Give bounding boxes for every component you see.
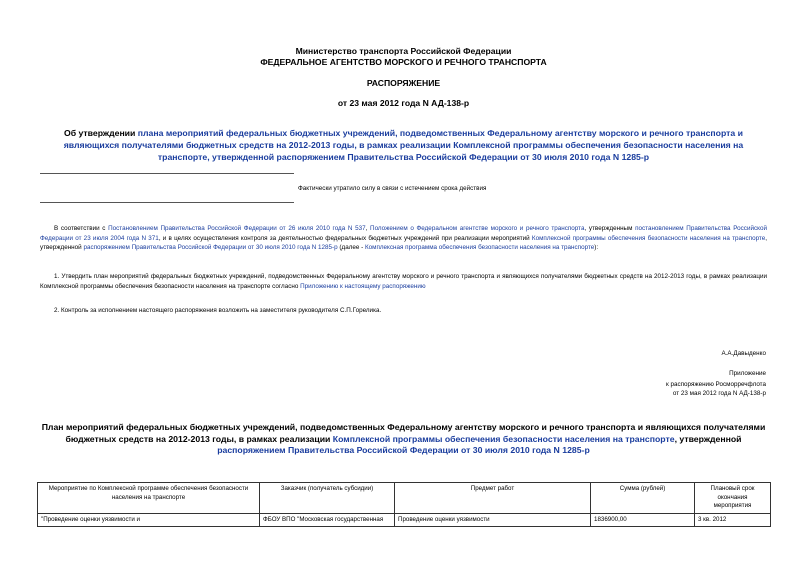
plan-title-program-link[interactable]: Комплексной программы обеспечения безопасности населения на транспорте (332, 433, 675, 444)
divider-bottom (40, 202, 294, 203)
status-note: Фактически утратило силу в связи с истечением срока действия (298, 185, 487, 192)
col-customer: Заказчик (получатель субсидии) (260, 483, 395, 514)
appendix-to: к распоряжению Росморречфлота (665, 380, 766, 388)
cell-deadline: 3 кв. 2012 (695, 513, 771, 527)
appendix-block (666, 369, 766, 399)
preamble-text: , утвержденной (40, 234, 767, 251)
link-decree-371[interactable]: постановлением Правительства Российской Федерации от 23 июля 2004 года N 371 (40, 225, 767, 242)
preamble-paragraph (40, 224, 767, 253)
cell-customer: ФБОУ ВПО "Московская государственная (260, 513, 395, 527)
doc-date: от 23 мая 2012 года N АД-138-р (337, 98, 470, 108)
plan-title-text: План мероприятий федеральных бюджетных учреждений, подведомственных Федеральному агентству морского и речного транспорта и являющихся получателями бюджетных средств на 2012-2013 годы, в рамках реализации (41, 422, 766, 444)
cell-amount: 1836900,00 (591, 513, 695, 527)
link-decree-537[interactable]: Постановлением Правительства Российской Федерации от 26 июля 2010 года N 537 (108, 225, 366, 232)
preamble-text: ): (594, 244, 599, 251)
link-complex-program[interactable]: Комплексной программы обеспечения безопасности населения на транспорте (531, 234, 766, 242)
appendix-date: от 23 мая 2012 года N АД-138-р (672, 390, 766, 398)
link-appendix[interactable]: Приложению к настоящему распоряжению (300, 282, 426, 290)
doc-type: РАСПОРЯЖЕНИЕ (366, 78, 441, 88)
plan-title-order-link[interactable]: распоряжением Правительства Российской Федерации от 30 июля 2010 года N 1285-р (217, 445, 590, 455)
item-1 (40, 272, 767, 291)
doc-title (40, 127, 767, 163)
item-2: 2. Контроль за исполнением настоящего распоряжения возложить на заместителя руководителя С.П.Горелика. (54, 307, 382, 314)
preamble-text: , и в целях осуществления контроля за деятельностью федеральных бюджетных учреждений при реализации мероприятий (158, 234, 532, 242)
preamble-text: В соответствии с (54, 225, 109, 232)
col-deadline: Плановый срок окончания мероприятия (695, 483, 771, 514)
ministry-name: Министерство транспорта Российской Федерации (295, 46, 512, 56)
divider-top (40, 173, 294, 174)
col-activity: Мероприятие по Комплексной программе обеспечения безопасности населения на транспорте (38, 483, 260, 514)
link-agency-regulation[interactable]: Положением о Федеральном агентстве морского и речного транспорта (370, 225, 585, 232)
title-prefix: Об утверждении (63, 128, 138, 138)
col-amount: Сумма (рублей) (591, 483, 695, 514)
preamble-text: , утвержденным (584, 225, 636, 232)
plan-title-text: , утвержденной (674, 433, 742, 444)
doc-header (0, 46, 807, 68)
link-complex-program-short[interactable]: Комплексная программа обеспечения безопасности населения на транспорте (364, 244, 595, 251)
link-order-1285[interactable]: распоряжением Правительства Российской Федерации от 30 июля 2010 года N 1285-р (83, 244, 338, 251)
table-header-row (38, 483, 771, 514)
preamble-text: , (365, 225, 371, 232)
col-subject: Предмет работ (395, 483, 591, 514)
cell-subject: Проведение оценки уязвимости (395, 513, 591, 527)
signature: А.А.Давыденко (721, 350, 766, 357)
plan-title (40, 422, 767, 457)
item-1-text: 1. Утвердить план мероприятий федеральных бюджетных учреждений, подведомственных Федеральному агентству морского и речного транспорта и являющихся получателями бюджетных средств на 2012-2013 годы, в рамках реализации Комплексной программы обеспечения безопасности населения на транспорте согласно (40, 273, 767, 290)
plan-table (37, 482, 771, 527)
appendix-label: Приложение (729, 370, 766, 377)
table-row (38, 513, 771, 527)
cell-activity: "Проведение оценки уязвимости и (38, 513, 260, 527)
agency-name: ФЕДЕРАЛЬНОЕ АГЕНТСТВО МОРСКОГО И РЕЧНОГО ТРАНСПОРТА (260, 57, 547, 67)
title-plan-link[interactable]: плана мероприятий федеральных бюджетных учреждений, подведомственных Федеральному агентству морского и речного транспорта и являющихся получателями бюджетных средств на 2012-2013 годы, в рамках реализации Комплексной программы обеспечения безопасности населения на транспорте, утвержденной распоряжением Правительства Российской Федерации от 30 июля 2010 года N 1285-р (63, 128, 744, 162)
preamble-text: (далее - (337, 244, 365, 251)
